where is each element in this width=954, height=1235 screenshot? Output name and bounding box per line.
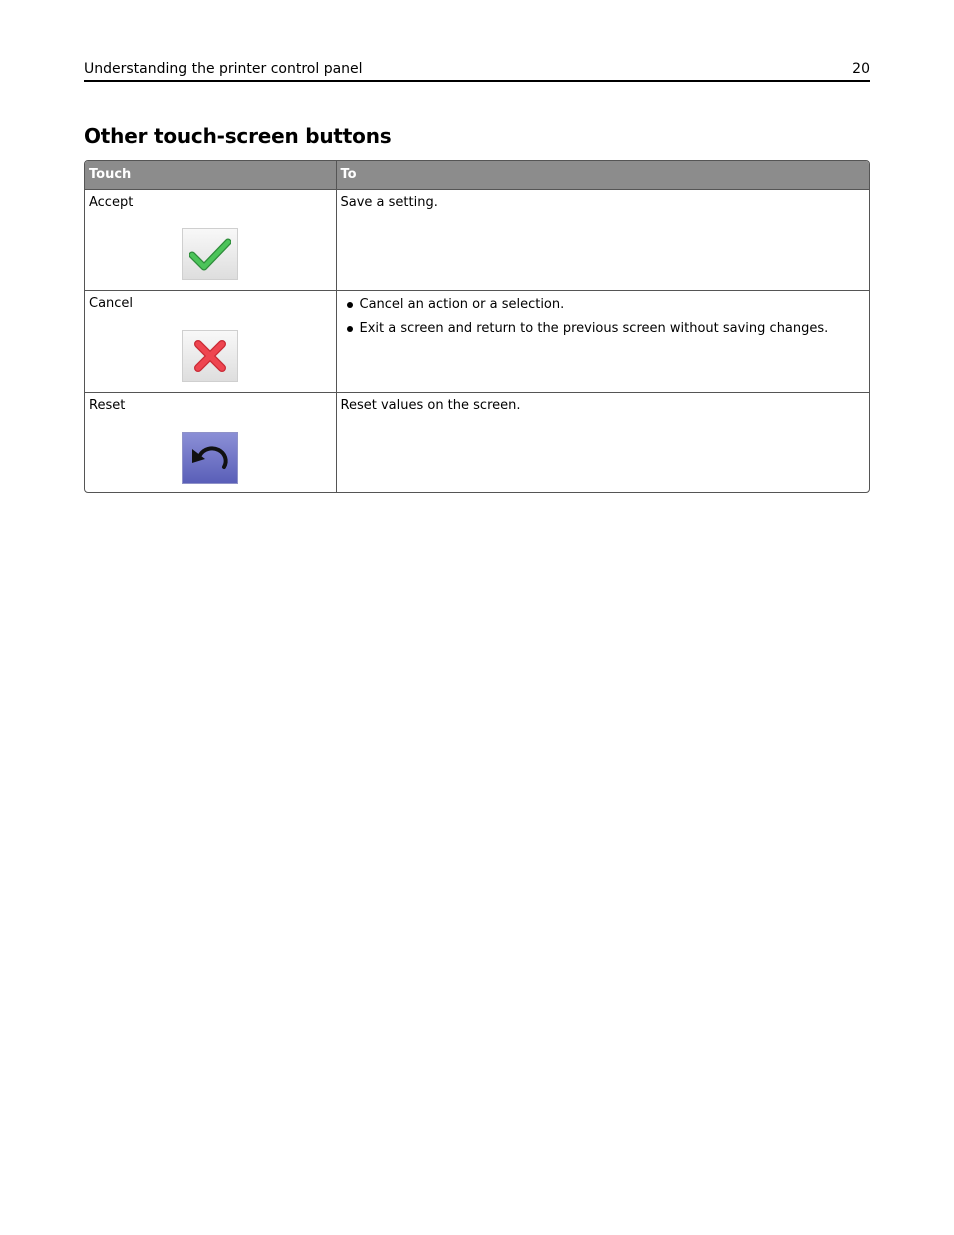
- table-header-row: [85, 161, 869, 189]
- accept-description: Save a setting.: [340, 194, 438, 210]
- reset-label: Reset: [89, 397, 126, 413]
- x-icon: [193, 339, 227, 373]
- section-title: Understanding the printer control panel: [84, 61, 363, 77]
- running-header: [84, 60, 870, 82]
- page-number: 20: [852, 61, 870, 77]
- table-row: [85, 392, 869, 492]
- undo-arrow-icon: [188, 441, 232, 475]
- cancel-label: Cancel: [89, 295, 134, 311]
- touch-cell-accept: [85, 189, 336, 290]
- cancel-description-list: [341, 297, 866, 337]
- reset-description: Reset values on the screen.: [340, 397, 521, 413]
- table-row: [85, 189, 869, 290]
- accept-label: Accept: [89, 194, 134, 210]
- list-item: Cancel an action or a selection.: [360, 297, 866, 313]
- reset-button: [182, 432, 238, 484]
- column-header-touch: Touch: [85, 161, 336, 189]
- table-row: [85, 290, 869, 392]
- accept-button: [182, 228, 238, 280]
- to-cell-reset: [336, 392, 869, 492]
- to-cell-cancel: [336, 290, 869, 392]
- checkmark-icon: [189, 237, 231, 271]
- list-item: Exit a screen and return to the previous screen without saving changes.: [360, 321, 866, 337]
- touch-cell-reset: [85, 392, 336, 492]
- page-title: Other touch-screen buttons: [84, 124, 392, 148]
- touch-cell-cancel: [85, 290, 336, 392]
- buttons-table: [84, 160, 870, 493]
- column-header-to: To: [336, 161, 869, 189]
- cancel-button: [182, 330, 238, 382]
- to-cell-accept: [336, 189, 869, 290]
